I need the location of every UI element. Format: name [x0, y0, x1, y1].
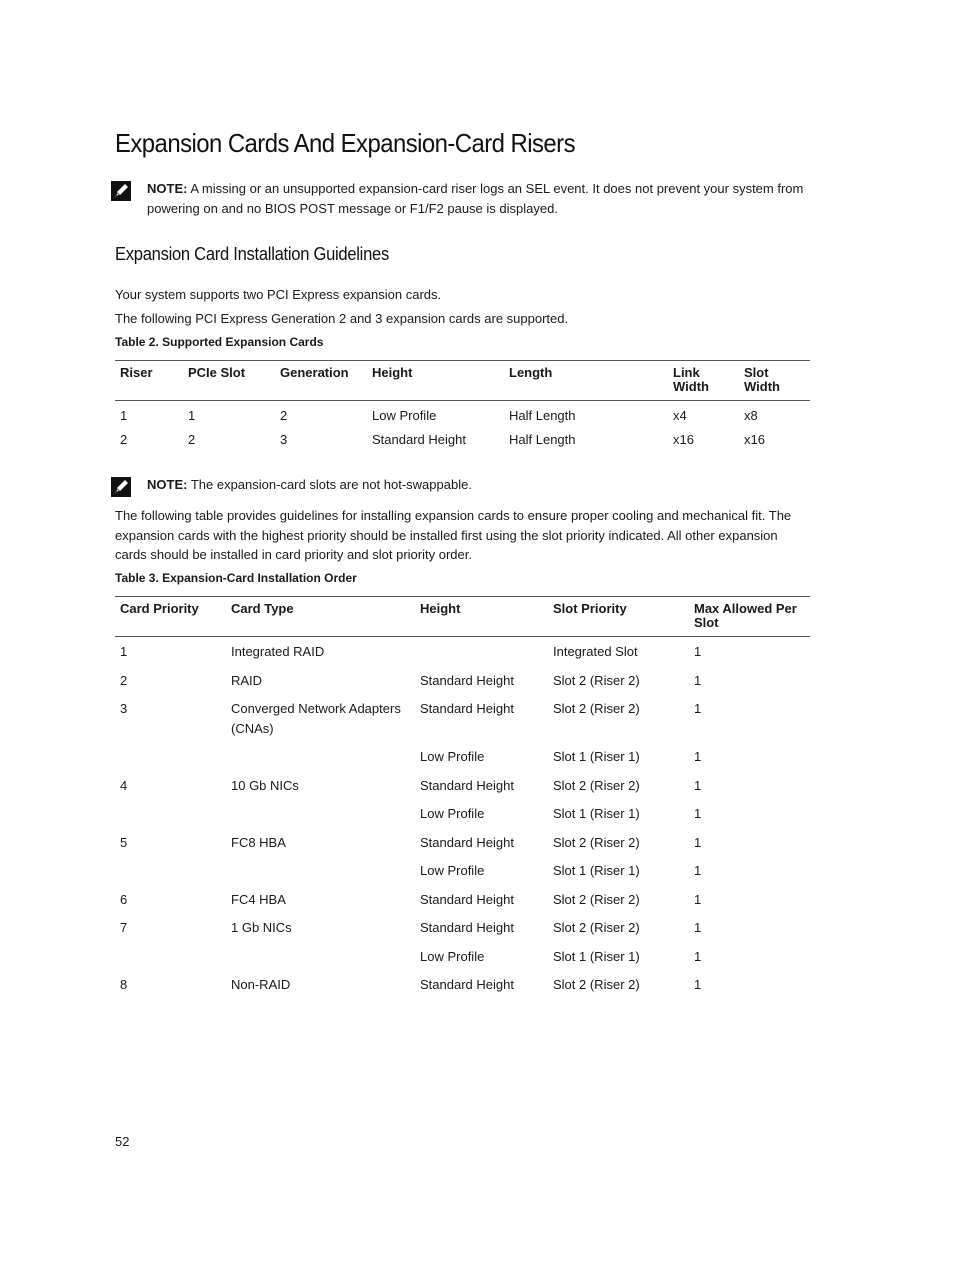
note-2 [147, 475, 807, 495]
table-cell: 1 [694, 644, 702, 659]
table-cell: Slot 2 (Riser 2) [553, 891, 640, 907]
table-cell: Slot 1 (Riser 1) [553, 806, 640, 821]
note-label: NOTE: [147, 181, 188, 196]
table-cell: 2 [120, 672, 128, 688]
table-cell: FC4 HBA [231, 891, 286, 907]
table-cell [115, 942, 226, 971]
table-row [115, 666, 810, 695]
table-cell: 3 [120, 701, 128, 716]
column-header: Generation [275, 361, 367, 401]
column-header: Max Allowed Per Slot [689, 597, 810, 637]
table-cell [115, 856, 226, 885]
table-cell: Integrated Slot [553, 644, 638, 659]
table-cell: Low Profile [372, 408, 437, 423]
column-header: Riser [115, 361, 183, 401]
column-header: PCIe Slot [183, 361, 275, 401]
table-cell: Standard Height [420, 834, 514, 850]
column-header: Link Width [668, 361, 739, 401]
table-cell: Standard Height [420, 977, 514, 992]
table-cell: Standard Height [420, 672, 514, 688]
table-cell: 1 [694, 977, 702, 992]
table-cell: 3 [280, 431, 288, 447]
table-cell: x16 [744, 431, 765, 447]
table-cell: 10 Gb NICs [231, 777, 299, 793]
table-cell: Converged Network Adapters (CNAs) [231, 701, 401, 736]
table-cell: Slot 2 (Riser 2) [553, 672, 640, 688]
table-cell: 6 [120, 891, 128, 907]
table-cell: Slot 2 (Riser 2) [553, 777, 640, 793]
table-cell: x16 [673, 431, 694, 447]
table-row [115, 913, 810, 942]
table-row [115, 885, 810, 914]
note-1 [147, 179, 807, 218]
table-cell [226, 942, 415, 971]
table-cell: Standard Height [420, 920, 514, 935]
table-cell [226, 742, 415, 771]
table-cell: Slot 1 (Riser 1) [553, 863, 640, 878]
paragraph-supported-cards: Your system supports two PCI Express expansion cards. [115, 287, 442, 302]
note-pencil-icon [110, 476, 132, 498]
table-cell: 1 Gb NICs [231, 920, 292, 935]
table-cell: 5 [120, 834, 128, 850]
section-heading: Expansion Card Installation Guidelines [115, 244, 389, 264]
table-cell: Slot 2 (Riser 2) [553, 701, 640, 716]
column-header: Slot Priority [548, 597, 689, 637]
table-cell: 1 [694, 749, 702, 764]
table-cell: Standard Height [420, 891, 514, 907]
table-cell: RAID [231, 672, 263, 688]
table-cell: Slot 2 (Riser 2) [553, 920, 640, 935]
table-cell: Standard Height [372, 431, 466, 447]
table-cell: 1 [694, 948, 702, 964]
note-text: A missing or an unsupported expansion-card riser logs an SEL event. It does not prevent your system from powering on and no BIOS POST message or F1/F2 pause is displayed. [147, 181, 804, 216]
table-cell: 1 [694, 920, 702, 935]
table-cell: 1 [694, 777, 702, 793]
column-header: Card Priority [115, 597, 226, 637]
table-cell: Half Length [509, 408, 576, 423]
table-cell: 1 [120, 644, 128, 659]
table-row [115, 742, 810, 771]
table-row [115, 942, 810, 971]
table-cell: x4 [673, 408, 687, 423]
table-cell: 7 [120, 920, 128, 935]
table-row [115, 694, 810, 742]
table-cell: 8 [120, 977, 128, 992]
table-cell: 1 [694, 701, 702, 716]
paragraph-pcie-generations: The following PCI Express Generation 2 and 3 expansion cards are supported. [115, 311, 569, 326]
table-cell: 2 [188, 431, 196, 447]
table-cell: 2 [280, 408, 288, 423]
table-header-row [115, 361, 810, 401]
table-cell: x8 [744, 408, 758, 423]
table-cell: Half Length [509, 431, 576, 447]
page-number: 52 [115, 1134, 130, 1149]
table-cell: Low Profile [420, 749, 485, 764]
table-cell: Slot 1 (Riser 1) [553, 948, 640, 964]
table-cell: 1 [694, 834, 702, 850]
table-cell: Low Profile [420, 948, 485, 964]
table-cell: 4 [120, 777, 128, 793]
table-cell: 1 [120, 408, 128, 423]
page-title: Expansion Cards And Expansion-Card Risers [115, 128, 575, 158]
table-row [115, 856, 810, 885]
table-cell: Integrated RAID [231, 644, 325, 659]
column-header: Card Type [226, 597, 415, 637]
note-pencil-icon [110, 180, 132, 202]
table-row [115, 637, 810, 666]
column-header: Length [504, 361, 668, 401]
table-header-row [115, 597, 810, 637]
table-row [115, 430, 810, 459]
note-label: NOTE: [147, 477, 188, 492]
table-cell [115, 799, 226, 828]
table-cell [226, 856, 415, 885]
installation-order-table [115, 596, 810, 999]
table-cell [226, 799, 415, 828]
table-cell [115, 742, 226, 771]
table-cell: Non-RAID [231, 977, 291, 992]
paragraph-installation-guidelines: The following table provides guidelines for installing expansion cards to ensure proper cooling and mechanical fit. The expansion cards with the highest priority should be installed first using the slot priority indicated. All other expansion cards should be installed in card priority and slot priority order. [115, 508, 792, 562]
table-cell: Standard Height [420, 701, 514, 716]
table-cell: 1 [694, 806, 702, 821]
column-header: Height [415, 597, 548, 637]
table-2-caption: Table 2. Supported Expansion Cards [115, 335, 324, 349]
supported-expansion-cards-table [115, 360, 810, 459]
table-row [115, 771, 810, 800]
table-row [115, 401, 810, 430]
table-cell: 2 [120, 431, 128, 447]
table-cell: Slot 2 (Riser 2) [553, 977, 640, 992]
table-cell: Standard Height [420, 777, 514, 793]
table-cell: 1 [188, 408, 196, 423]
table-cell: Slot 2 (Riser 2) [553, 834, 640, 850]
note-text: The expansion-card slots are not hot-swappable. [187, 477, 472, 492]
table-cell: 1 [694, 891, 702, 907]
table-3-caption: Table 3. Expansion-Card Installation Order [115, 571, 357, 585]
column-header: Height [367, 361, 504, 401]
table-cell: Low Profile [420, 863, 485, 878]
table-cell [415, 637, 548, 666]
table-row [115, 799, 810, 828]
table-cell: FC8 HBA [231, 834, 286, 850]
table-row [115, 970, 810, 999]
table-row [115, 828, 810, 857]
table-cell: 1 [694, 672, 702, 688]
table-cell: Slot 1 (Riser 1) [553, 749, 640, 764]
column-header: Slot Width [739, 361, 810, 401]
table-cell: Low Profile [420, 806, 485, 821]
table-cell: 1 [694, 863, 702, 878]
